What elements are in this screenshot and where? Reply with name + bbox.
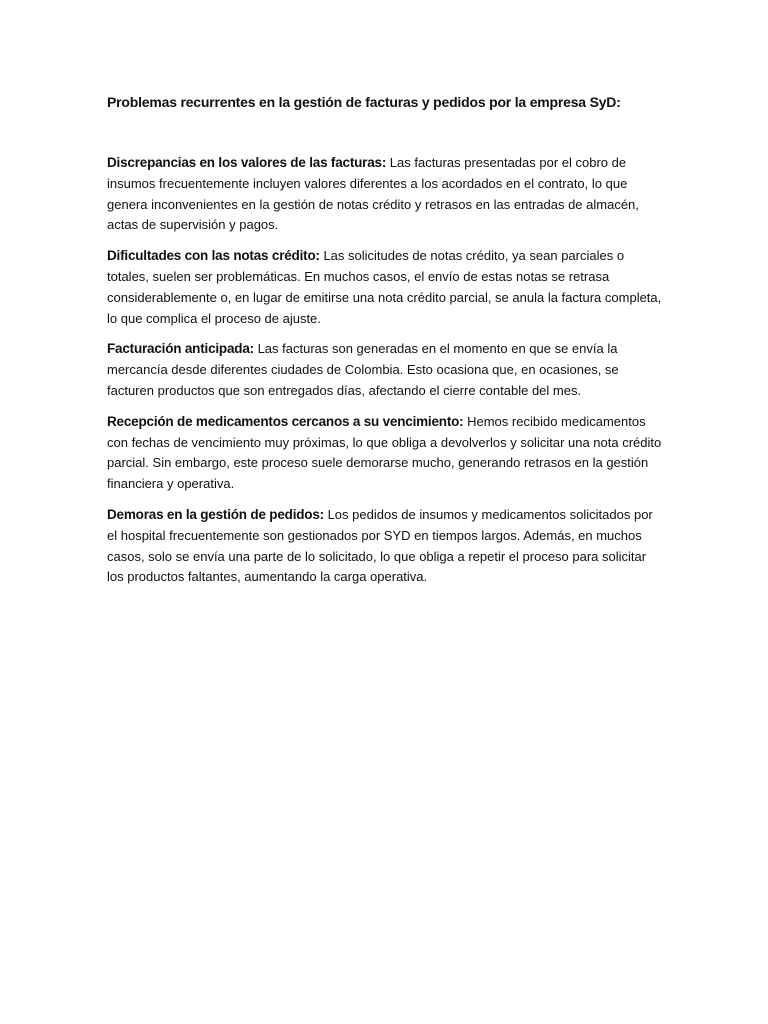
- section-heading: Dificultades con las notas crédito:: [107, 248, 320, 264]
- section-body: Las solicitudes de notas crédito, ya sean parciales o totales, suelen ser problemáticas. En muchos casos, el envío de estas notas se retrasa considerablemente o, en lugar de emitirse una nota crédito parcial, se anula la factura completa, lo que complica el proceso de ajuste.: [107, 248, 662, 326]
- section-paragraph: [107, 412, 663, 495]
- section-body: Las facturas presentadas por el cobro de insumos frecuentemente incluyen valores diferentes a los acordados en el contrato, lo que genera inconvenientes en la gestión de notas crédito y retrasos en las entradas de almacén, actas de supervisión y pagos.: [107, 155, 639, 233]
- section-body: Las facturas son generadas en el momento en que se envía la mercancía desde diferentes ciudades de Colombia. Esto ocasiona que, en ocasiones, se facturen productos que son entregados días, afectando el cierre contable del mes.: [107, 341, 619, 398]
- section-paragraph: [107, 505, 663, 588]
- section-paragraph: [107, 339, 663, 401]
- document-title: Problemas recurrentes en la gestión de facturas y pedidos por la empresa SyD:: [107, 94, 621, 110]
- section-heading: Discrepancias en los valores de las facturas:: [107, 155, 387, 170]
- section-body: Hemos recibido medicamentos con fechas de vencimiento muy próximas, lo que obliga a devolverlos y solicitar una nota crédito parcial. Sin embargo, este proceso suele demorarse mucho, generando retrasos en la gestión financiera y operativa.: [107, 413, 662, 492]
- section-paragraph: [107, 246, 663, 329]
- section-body: Los pedidos de insumos y medicamentos solicitados por el hospital frecuentemente son gestionados por SYD en tiempos largos. Además, en muchos casos, solo se envía una parte de lo solicitado, lo que obliga a repetir el proceso para solicitar los productos faltantes, aumentando la carga operativa.: [107, 506, 653, 585]
- section-heading: Demoras en la gestión de pedidos:: [107, 506, 324, 522]
- section-heading: Recepción de medicamentos cercanos a su vencimiento:: [107, 413, 464, 429]
- section-heading: Facturación anticipada:: [107, 341, 254, 357]
- section-paragraph: [107, 153, 663, 236]
- document-page: [107, 92, 663, 598]
